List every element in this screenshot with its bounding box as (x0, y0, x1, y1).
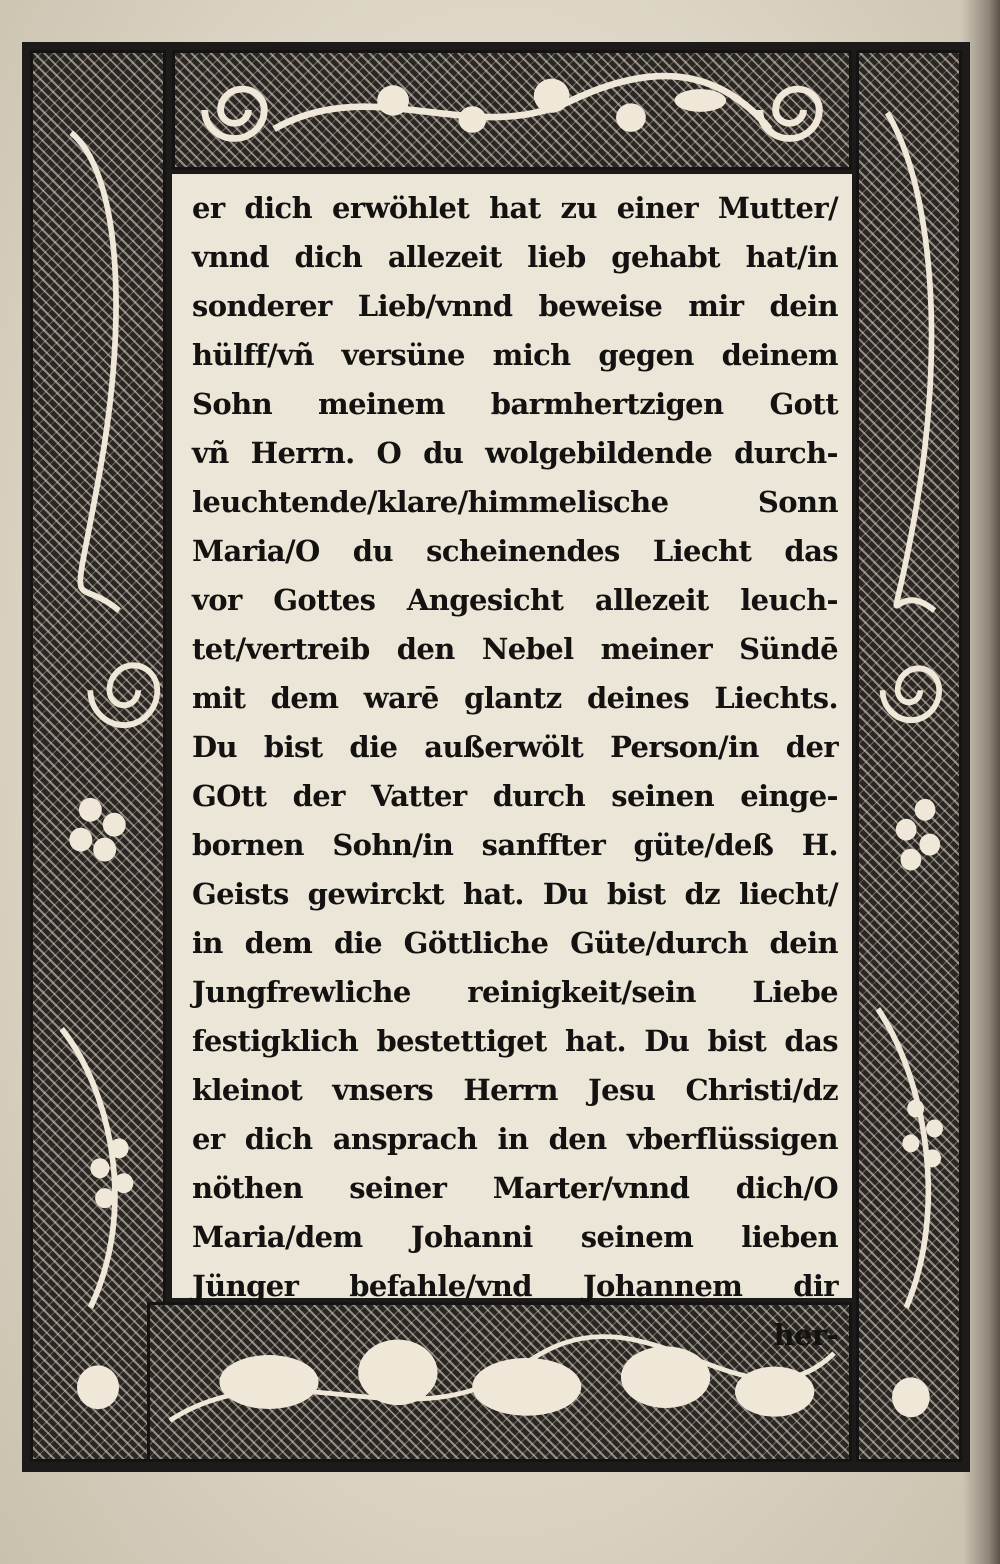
text-line: bornen Sohn/in sanffter güte/deß H. (192, 828, 838, 862)
text-line: Jungfrewliche reinigkeit/sein Liebe (192, 975, 838, 1009)
right-figure-ornament (859, 53, 959, 1459)
text-line: er dich ansprach in den vberflüssigen (192, 1122, 838, 1156)
text-line: tet/vertreib den Nebel meiner Sündē (192, 632, 838, 666)
text-line: Du bist die außerwölt Person/in der (192, 730, 838, 764)
text-line: festigklich bestettiget hat. Du bist das (192, 1024, 838, 1058)
text-line: Sohn meinem barmhertzigen Gott (192, 387, 838, 421)
text-line: vñ Herrn. O du wolgebildende durch- (192, 436, 838, 470)
catchword: her- (773, 1318, 838, 1352)
text-line: in dem die Göttliche Güte/durch dein (192, 926, 838, 960)
text-line: Geists gewirckt hat. Du bist dz liecht/ (192, 877, 838, 911)
top-ornamental-border (172, 50, 852, 170)
text-line: hülff/vñ versüne mich gegen deinem (192, 338, 838, 372)
text-line: leuchtende/klare/himmelische Sonn (192, 485, 838, 519)
text-line: er dich erwöhlet hat zu einer Mutter/ (192, 191, 838, 225)
left-figure-ornament (33, 53, 163, 1459)
text-line: vor Gottes Angesicht allezeit leuch- (192, 583, 838, 617)
right-ornamental-border (856, 50, 962, 1462)
text-line: GOtt der Vatter durch seinen einge- (192, 779, 838, 813)
text-line: kleinot vnsers Herrn Jesu Christi/dz (192, 1073, 838, 1107)
prayer-text (192, 184, 838, 1360)
text-line: Maria/dem Johanni seinem lieben (192, 1220, 838, 1254)
text-line: sonderer Lieb/vnnd beweise mir dein (192, 289, 838, 323)
left-ornamental-border (30, 50, 166, 1462)
text-line: mit dem warē glantz deines Liechts. (192, 681, 838, 715)
text-area (172, 174, 852, 1352)
text-line: Jünger befahle/vnd Johannem dir (192, 1269, 838, 1303)
text-line: Maria/O du scheinendes Liecht das (192, 534, 838, 568)
top-scroll-ornament (175, 53, 849, 167)
text-line: vnnd dich allezeit lieb gehabt hat/in (192, 240, 838, 274)
text-line: nöthen seiner Marter/vnnd dich/O (192, 1171, 838, 1205)
woodcut-frame (22, 42, 970, 1472)
